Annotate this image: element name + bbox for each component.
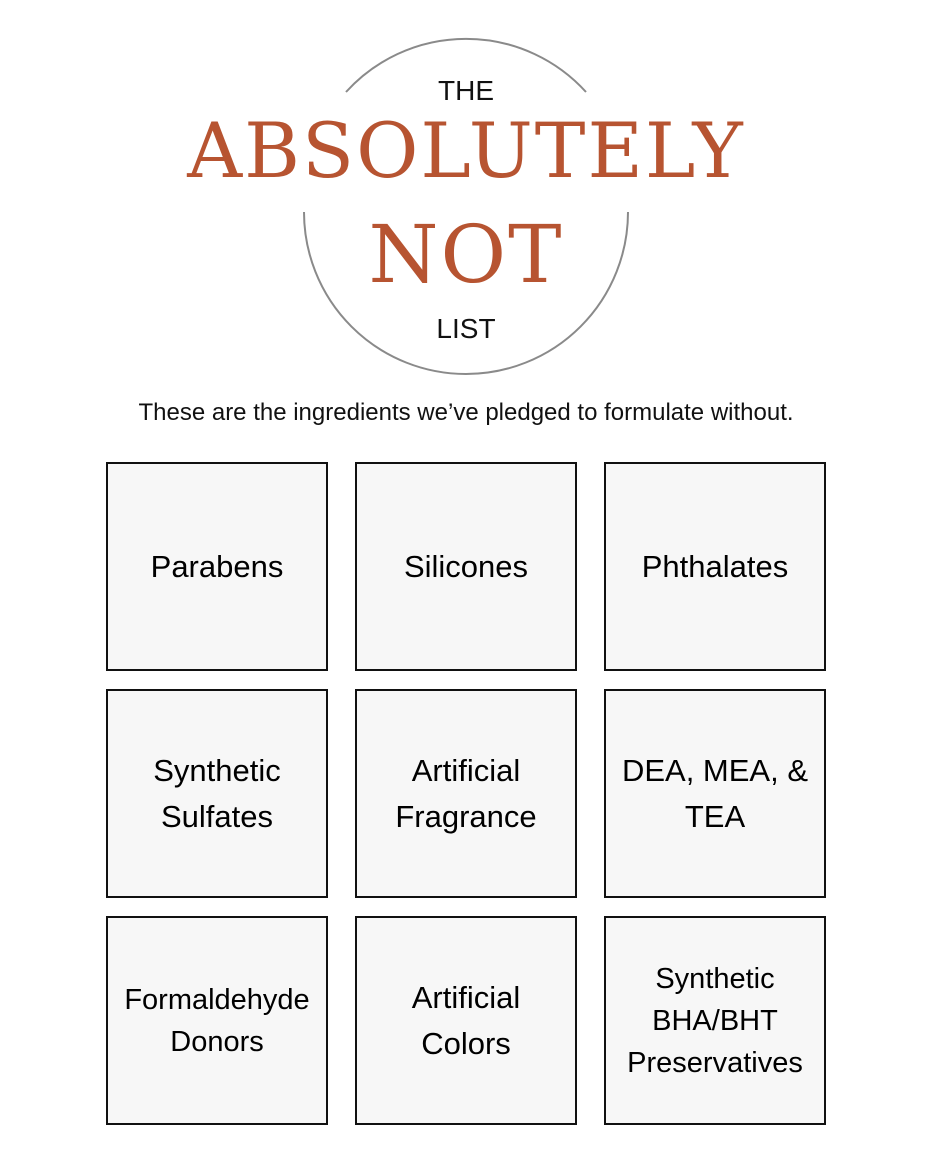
ingredient-label: Synthetic Sulfates <box>153 752 281 834</box>
ingredient-label: Artificial Fragrance <box>395 752 537 834</box>
ingredient-label: Parabens <box>150 548 284 584</box>
page-subtitle: These are the ingredients we’ve pledged to formulate without. <box>138 399 794 426</box>
ingredient-label: Artificial Colors <box>411 979 521 1061</box>
ingredient-tile <box>604 916 826 1125</box>
ingredient-tile <box>355 916 577 1125</box>
ingredient-tile <box>106 689 328 898</box>
ingredient-label: Phthalates <box>641 548 789 584</box>
ingredient-tile <box>355 689 577 898</box>
ingredient-label: Formaldehyde Donors <box>124 983 310 1058</box>
ingredient-tile <box>604 689 826 898</box>
ingredient-tile <box>106 462 328 671</box>
logo-word-not: NOT <box>368 208 564 301</box>
ingredient-label: Synthetic BHA/BHT Preservatives <box>627 962 803 1079</box>
ingredient-tile <box>106 916 328 1125</box>
ingredient-tile <box>355 462 577 671</box>
logo-word-the: THE <box>438 75 494 106</box>
logo-word-absolutely: ABSOLUTELY <box>187 106 745 195</box>
ingredient-grid <box>106 462 827 1125</box>
logo-word-list: LIST <box>436 313 496 344</box>
ingredient-label: DEA, MEA, & TEA <box>621 752 809 834</box>
ingredient-tile <box>604 462 826 671</box>
ingredient-label: Silicones <box>403 548 529 584</box>
